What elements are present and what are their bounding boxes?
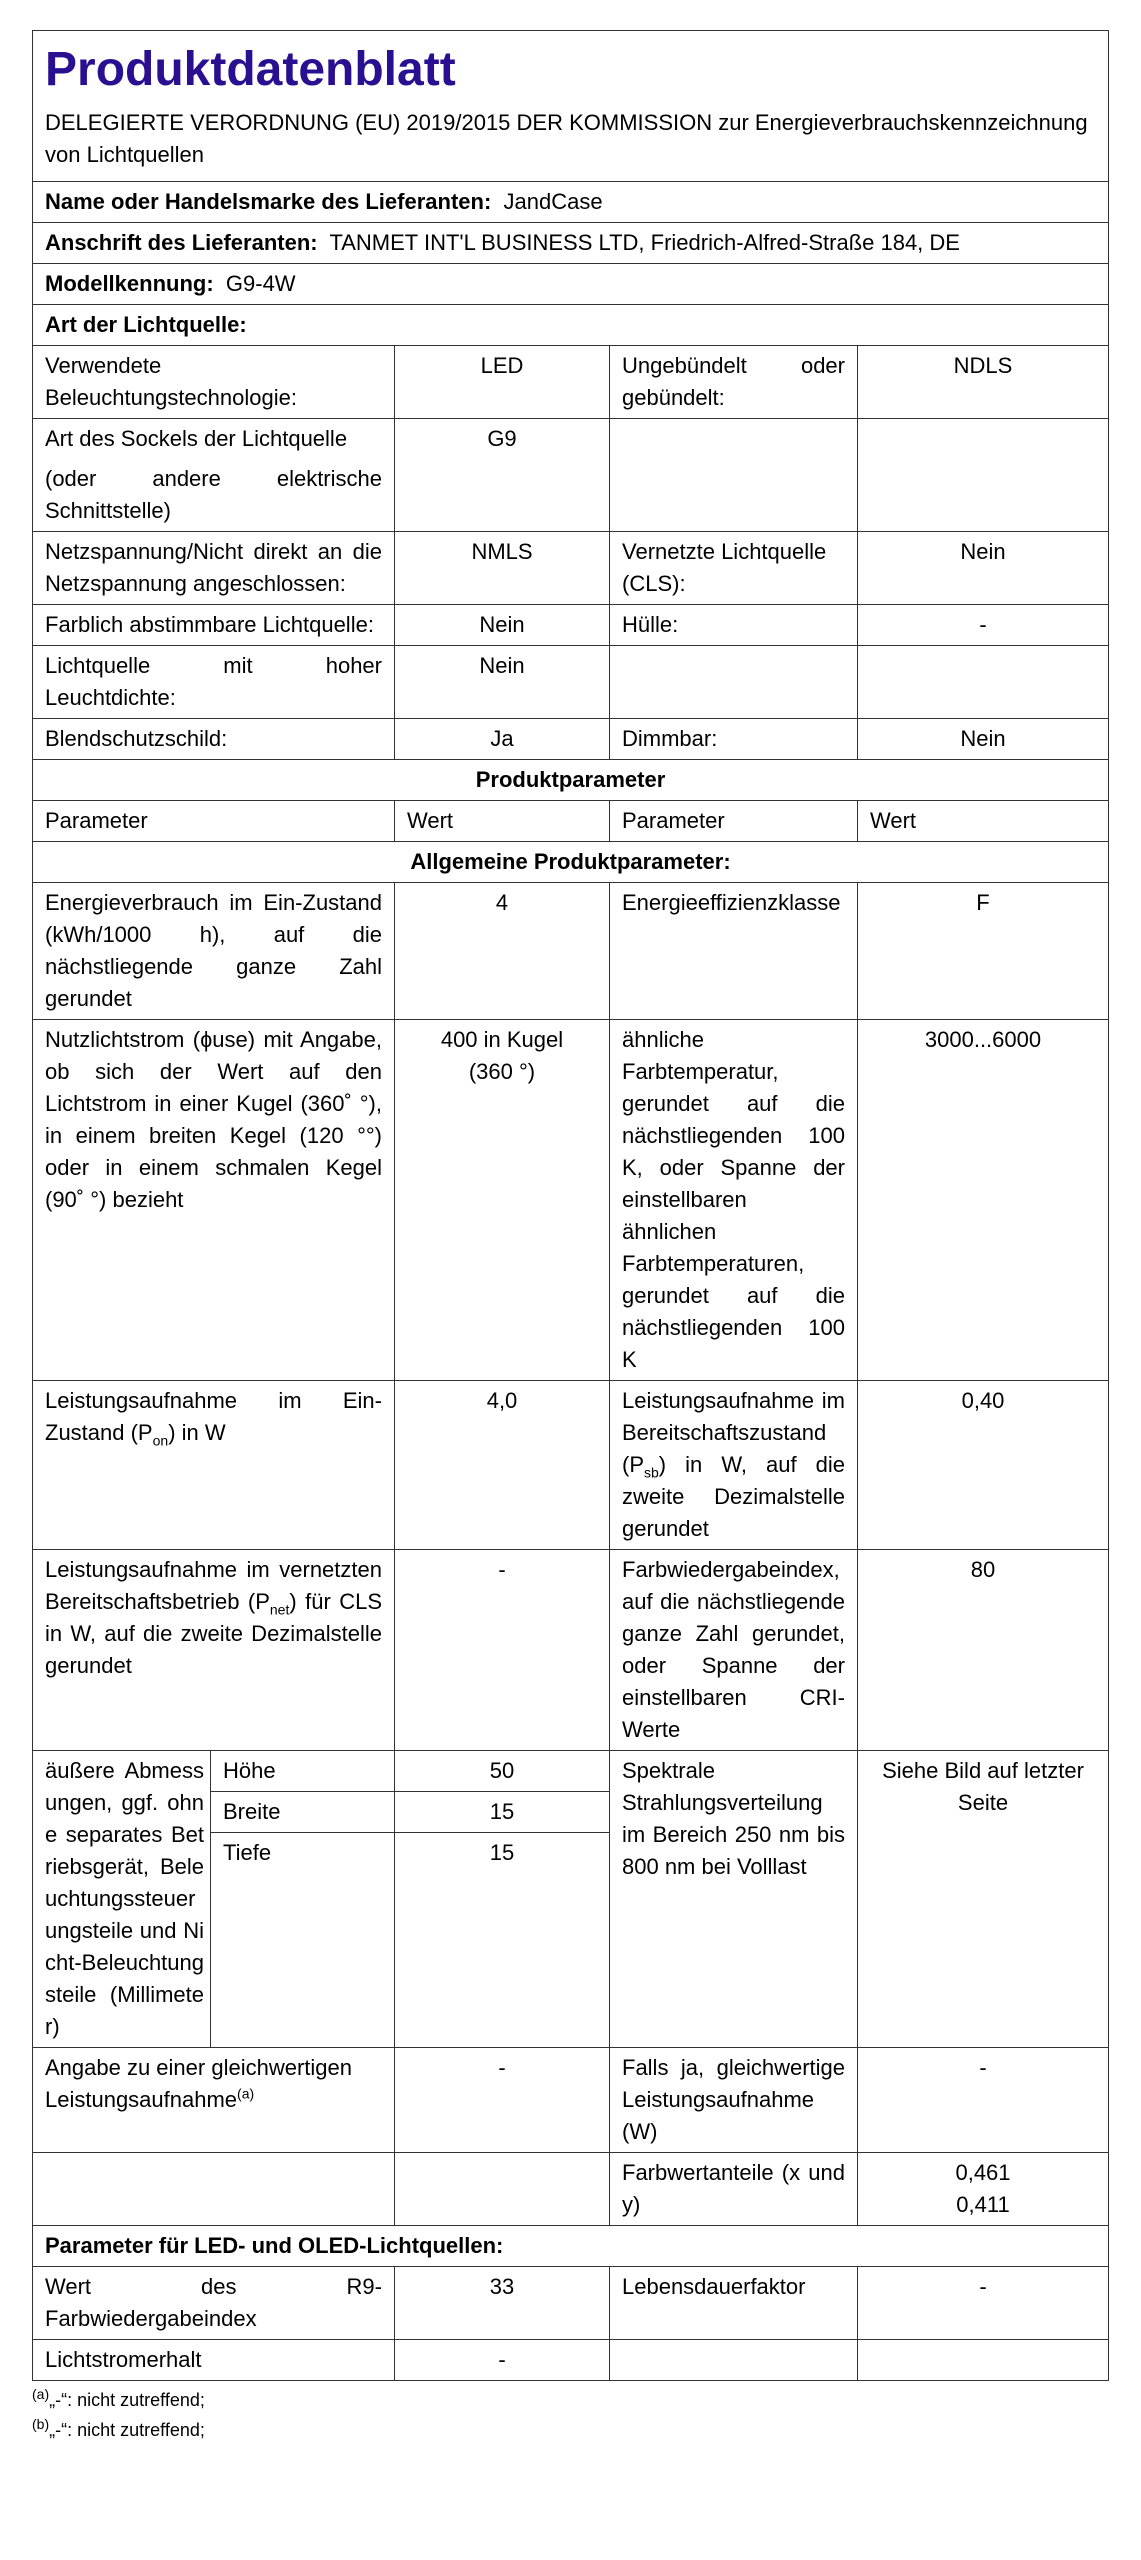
column-header-parameter: Parameter — [33, 801, 395, 842]
width-value: 15 — [395, 1792, 610, 1833]
luminance-value: Nein — [395, 646, 610, 719]
supplier-address-row — [33, 223, 1109, 264]
data-table — [32, 30, 1109, 2381]
model-label: Modellkennung: — [45, 271, 214, 296]
column-header-parameter: Parameter — [610, 801, 858, 842]
light-source-section-row — [33, 305, 1109, 346]
mains-value: NMLS — [395, 532, 610, 605]
psb-label-text-end: ) in W, auf die zweite Dezimalstelle gerundet — [622, 1452, 845, 1541]
directional-value: NDLS — [858, 346, 1109, 419]
footnote-b-text: „-“: nicht zutreffend; — [49, 2420, 205, 2440]
led-section-label: Parameter für LED- und OLED-Lichtquellen: — [45, 2233, 504, 2258]
footnote-a — [32, 2385, 1108, 2415]
cap-label-cell — [33, 419, 395, 532]
pon-value: 4,0 — [395, 1381, 610, 1550]
depth-value: 15 — [395, 1833, 610, 2048]
spectral-label: Spektrale Strahlungsverteilung im Bereich 250 nm bis 800 nm bei Volllast — [610, 1751, 858, 2048]
equiv-power-label: Falls ja, gleichwertige Leistungsaufnahme (W) — [610, 2048, 858, 2153]
model-value: G9-4W — [225, 271, 296, 296]
equiv-footnote-mark: (a) — [237, 2085, 255, 2102]
pnet-value: - — [395, 1550, 610, 1751]
directional-label: Ungebündelt oder gebündelt: — [610, 346, 858, 419]
product-data-sheet — [32, 30, 1108, 2445]
dimensions-label: äußere Abmessungen, ggf. ohne separates Betriebsgerät, Beleuchtungssteuerungsteile und Nicht-Beleuchtungsteile (Millimeter) — [33, 1751, 211, 2048]
r9-value: 33 — [395, 2267, 610, 2340]
empty-cell — [395, 2153, 610, 2226]
cap-label-line-2: (oder andere elektrische Schnittstelle) — [45, 466, 382, 523]
chroma-value-cell — [858, 2153, 1109, 2226]
cap-value: G9 — [395, 419, 610, 532]
envelope-value: - — [858, 605, 1109, 646]
supplier-name-value: JandCase — [503, 189, 603, 214]
pon-label — [33, 1381, 395, 1550]
model-row — [33, 264, 1109, 305]
chroma-x-value: 0,461 — [955, 2160, 1011, 2185]
tunable-value: Nein — [395, 605, 610, 646]
chroma-y-value: 0,411 — [956, 2192, 1010, 2217]
cct-value: 3000...6000 — [858, 1020, 1109, 1381]
energy-label: Energieverbrauch im Ein-Zustand (kWh/1000 h), auf die nächstliegende ganze Zahl gerundet — [33, 883, 395, 1020]
connected-value: Nein — [858, 532, 1109, 605]
column-header-value: Wert — [395, 801, 610, 842]
empty-cell — [858, 2340, 1109, 2381]
supplier-address-value: TANMET INT'L BUSINESS LTD, Friedrich-Alfred-Straße 184, DE — [329, 230, 960, 255]
spectral-value: Siehe Bild auf letzter Seite — [858, 1751, 1109, 2048]
flux-value-line-2: (360 °) — [468, 1059, 536, 1084]
footnote-b — [32, 2415, 1108, 2445]
footnote-b-mark: (b) — [32, 2416, 50, 2432]
flux-label: Nutzlichtstrom (ɸuse) mit Angabe, ob sich der Wert auf den Lichtstrom in einer Kugel (360˚ °), in einem breiten Kegel (120 °°) oder in einem schmalen Kegel (90˚ °) bezieht — [33, 1020, 395, 1381]
pnet-label-text-end: ) für CLS in W, auf die zweite Dezimalstelle gerundet — [45, 1589, 383, 1678]
glare-label: Blendschutzschild: — [33, 719, 395, 760]
energy-value: 4 — [395, 883, 610, 1020]
empty-cell — [33, 2153, 395, 2226]
empty-cell — [610, 2340, 858, 2381]
chroma-label: Farbwertanteile (x und y) — [610, 2153, 858, 2226]
page-title: Produktdatenblatt — [45, 43, 456, 96]
supplier-address-label: Anschrift des Lieferanten: — [45, 230, 318, 255]
psb-value: 0,40 — [858, 1381, 1109, 1550]
empty-cell — [610, 419, 858, 532]
pon-label-text-end: ) in W — [168, 1420, 226, 1445]
supplier-name-label: Name oder Handelsmarke des Lieferanten: — [45, 189, 492, 214]
pnet-subscript: net — [269, 1601, 290, 1618]
maintenance-value: - — [395, 2340, 610, 2381]
header-cell — [33, 31, 1109, 182]
equiv-label — [33, 2048, 395, 2153]
survival-value: - — [858, 2267, 1109, 2340]
flux-value-cell — [395, 1020, 610, 1381]
regulation-text: DELEGIERTE VERORDNUNG (EU) 2019/2015 DER KOMMISSION zur Energieverbrauchskennzeichnung von Lichtquellen — [45, 110, 1088, 167]
height-label: Höhe — [211, 1751, 395, 1792]
footnote-a-mark: (a) — [32, 2386, 50, 2402]
psb-label-text: Leistungsaufnahme im Bereitschaftszustand (P — [622, 1388, 845, 1477]
product-params-heading: Produktparameter — [33, 760, 1109, 801]
r9-label: Wert des R9-Farbwiedergabeindex — [33, 2267, 395, 2340]
cri-value: 80 — [858, 1550, 1109, 1751]
cct-label: ähnliche Farbtemperatur, gerundet auf die nächstliegenden 100 K, oder Spanne der einstellbaren ähnlichen Farbtemperaturen, gerundet auf die nächstliegenden 100 K — [610, 1020, 858, 1381]
glare-value: Ja — [395, 719, 610, 760]
footnotes — [32, 2385, 1108, 2445]
dimmable-label: Dimmbar: — [610, 719, 858, 760]
footnote-a-text: „-“: nicht zutreffend; — [49, 2390, 205, 2410]
empty-cell — [610, 646, 858, 719]
height-value: 50 — [395, 1751, 610, 1792]
pnet-label — [33, 1550, 395, 1751]
technology-label: Verwendete Beleuchtungstechnologie: — [33, 346, 395, 419]
equiv-value: - — [395, 2048, 610, 2153]
pon-subscript: on — [152, 1432, 169, 1449]
supplier-name-row — [33, 182, 1109, 223]
equiv-label-text: Angabe zu einer gleichwertigen Leistungsaufnahme — [45, 2055, 352, 2112]
column-header-value: Wert — [858, 801, 1109, 842]
psb-label — [610, 1381, 858, 1550]
led-section-row — [33, 2226, 1109, 2267]
cri-label: Farbwiedergabeindex, auf die nächstliegende ganze Zahl gerundet, oder Spanne der einstellbaren CRI-Werte — [610, 1550, 858, 1751]
mains-label: Netzspannung/Nicht direkt an die Netzspannung angeschlossen: — [33, 532, 395, 605]
psb-subscript: sb — [644, 1464, 659, 1481]
width-label: Breite — [211, 1792, 395, 1833]
cap-label-line-1: Art des Sockels der Lichtquelle — [45, 426, 348, 451]
flux-value-line-1: 400 in Kugel — [440, 1027, 564, 1052]
tunable-label: Farblich abstimmbare Lichtquelle: — [33, 605, 395, 646]
luminance-label: Lichtquelle mit hoher Leuchtdichte: — [33, 646, 395, 719]
empty-cell — [858, 419, 1109, 532]
efficiency-value: F — [858, 883, 1109, 1020]
maintenance-label: Lichtstromerhalt — [33, 2340, 395, 2381]
pon-label-text: Leistungsaufnahme im Ein-Zustand (P — [45, 1388, 382, 1445]
light-source-section-label: Art der Lichtquelle: — [45, 312, 247, 337]
empty-cell — [858, 646, 1109, 719]
technology-value: LED — [395, 346, 610, 419]
equiv-power-value: - — [858, 2048, 1109, 2153]
envelope-label: Hülle: — [610, 605, 858, 646]
survival-label: Lebensdauerfaktor — [610, 2267, 858, 2340]
pnet-label-text: Leistungsaufnahme im vernetzten Bereitschaftsbetrieb (P — [45, 1557, 382, 1614]
dimmable-value: Nein — [858, 719, 1109, 760]
depth-label: Tiefe — [211, 1833, 395, 2048]
connected-label: Vernetzte Lichtquelle (CLS): — [610, 532, 858, 605]
general-params-heading: Allgemeine Produktparameter: — [33, 842, 1109, 883]
efficiency-label: Energieeffizienzklasse — [610, 883, 858, 1020]
